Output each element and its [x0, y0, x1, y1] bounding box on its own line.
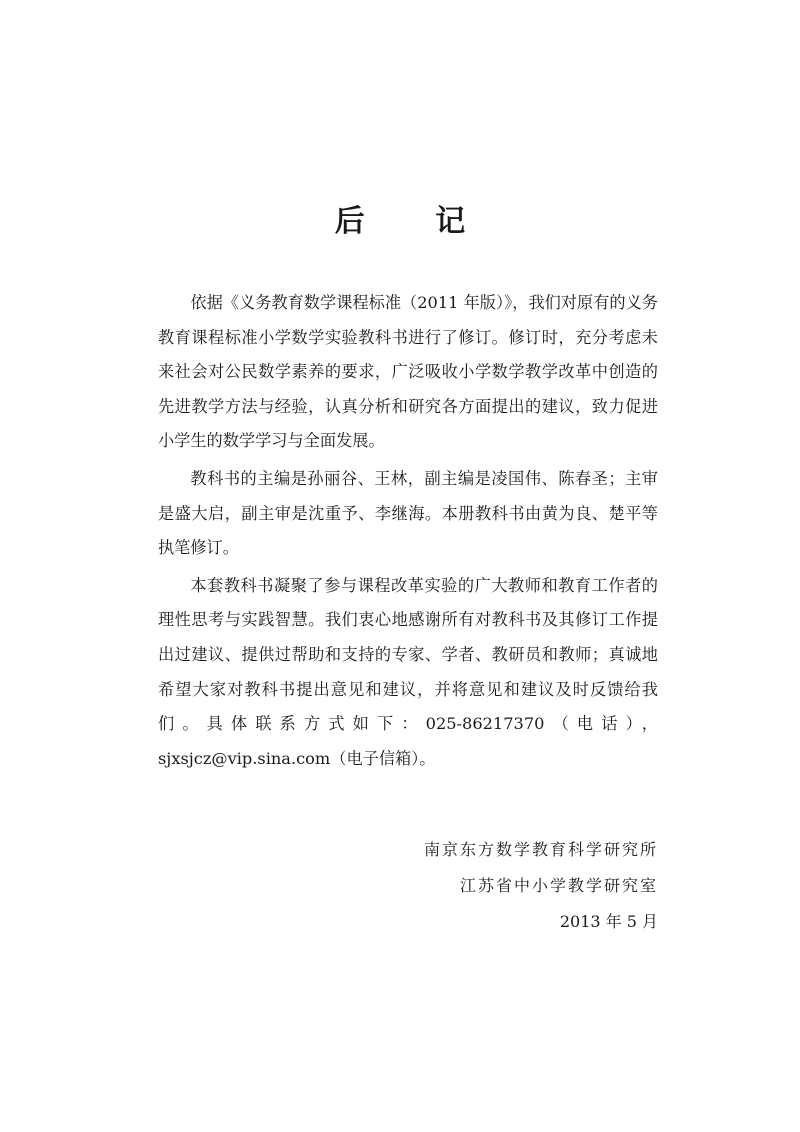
- paragraph-acknowledgement: 本套教科书凝聚了参与课程改革实验的广大教师和教育工作者的理性思考与实践智慧。我们衷心地感谢所有对教科书及其修订工作提出过建议、提供过帮助和支持的专家、学者、教研员和教师；真诚地希望大家对教科书提出意见和建议，并将意见和建议及时反馈给我们。具体联系方式如下：025-86217370（电话），sjxsjcz@vip.sina.com（电子信箱）。: [158, 575, 658, 768]
- signature-block: [424, 832, 658, 940]
- page-title: 后 记: [334, 204, 496, 239]
- paragraph-editors: 教科书的主编是孙丽谷、王林，副主编是凌国伟、陈春圣；主审是盛大启，副主审是沈重予、李继海。本册教科书由黄为良、楚平等执笔修订。: [158, 468, 658, 558]
- body-text: [158, 286, 658, 779]
- signature-org-1: 南京东方数学教育科学研究所: [423, 840, 658, 859]
- paragraph-revision-basis: 依据《义务教育数学课程标准（2011 年版）》，我们对原有的义务教育课程标准小学数学实验教科书进行了修订。修订时，充分考虑未来社会对公民数学素养的要求，广泛吸收小学数学教学改革中创造的先进教学方法与经验，认真分析和研究各方面提出的建议，致力促进小学生的数学学习与全面发展。: [158, 293, 658, 451]
- signature-org-2: 江苏省中小学教学研究室: [459, 876, 658, 895]
- signature-date: 2013 年 5 月: [559, 912, 658, 931]
